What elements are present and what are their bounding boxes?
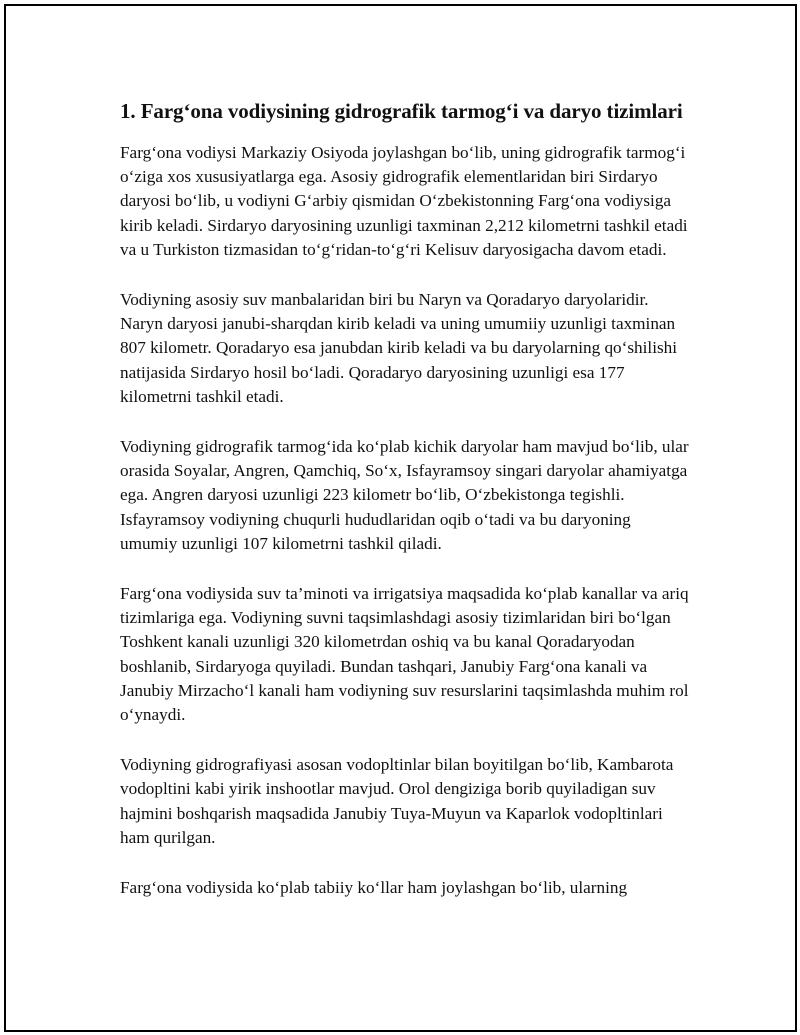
paragraph-canals: Farg‘ona vodiysida suv ta’minoti va irrigatsiya maqsadida ko‘plab kanallar va ariq tizimlariga ega. Vodiyning suvni taqsimlashdagi asosiy tizimlaridan biri bo‘lgan Toshkent kanali uzunligi 320 kilometrdan oshiq va bu kanal Qoradaryodan boshlanib, Sirdaryoga quyiladi. Bundan tashqari, Janubiy Farg‘ona kanali va Janubiy Mirzacho‘l kanali ham vodiyning suv resurslarini taqsimlashda muhim rol o‘ynaydi. xyxy=(120,584,689,725)
section-heading: 1. Farg‘ona vodiysining gidrografik tarmog‘i va daryo tizimlari xyxy=(120,99,683,123)
paragraph-syrdarya: Farg‘ona vodiysi Markaziy Osiyoda joylashgan bo‘lib, uning gidrografik tarmog‘i o‘ziga xos xususiyatlarga ega. Asosiy gidrografik elementlaridan biri Sirdaryo daryosi bo‘lib, u vodiyni G‘arbiy qismidan O‘zbekistonning Farg‘ona vodiysiga kirib keladi. Sirdaryo daryosining uzunligi taxminan 2,212 kilometrni tashkil etadi va u Turkiston tizmasidan to‘g‘ridan-to‘g‘ri Kelisuv daryosigacha davom etadi. xyxy=(120,143,688,259)
document-body xyxy=(120,98,690,926)
paragraph-reservoirs: Vodiyning gidrografiyasi asosan vodopltinlar bilan boyitilgan bo‘lib, Kambarota vodopltini kabi yirik inshootlar mavjud. Orol dengiziga borib quyiladigan suv hajmini boshqarish maqsadida Janubiy Tuya-Muyun va Kaparlok vodopltinlari ham qurilgan. xyxy=(120,755,674,847)
paragraph-lakes: Farg‘ona vodiysida ko‘plab tabiiy ko‘llar ham joylashgan bo‘lib, ularning xyxy=(120,878,628,898)
page-frame xyxy=(4,4,797,1032)
paragraph-small-rivers: Vodiyning gidrografik tarmog‘ida ko‘plab kichik daryolar ham mavjud bo‘lib, ular orasida Soyalar, Angren, Qamchiq, So‘x, Isfayramsoy singari daryolar ahamiyatga ega. Angren daryosi uzunligi 223 kilometr bo‘lib, O‘zbekistonga tegishli. Isfayramsoy vodiyning chuqurli hududlaridan oqib o‘tadi va bu daryoning umumiy uzunligi 107 kilometrni tashkil qiladi. xyxy=(120,437,689,553)
paragraph-naryn-qoradaryo: Vodiyning asosiy suv manbalaridan biri bu Naryn va Qoradaryo daryolaridir. Naryn daryosi janubi-sharqdan kirib keladi va uning umumiiy uzunligi taxminan 807 kilometr. Qoradaryo esa janubdan kirib keladi va bu daryolarning qo‘shilishi natijasida Sirdaryo hosil bo‘ladi. Qoradaryo daryosining uzunligi esa 177 kilometrni tashkil etadi. xyxy=(120,290,678,406)
